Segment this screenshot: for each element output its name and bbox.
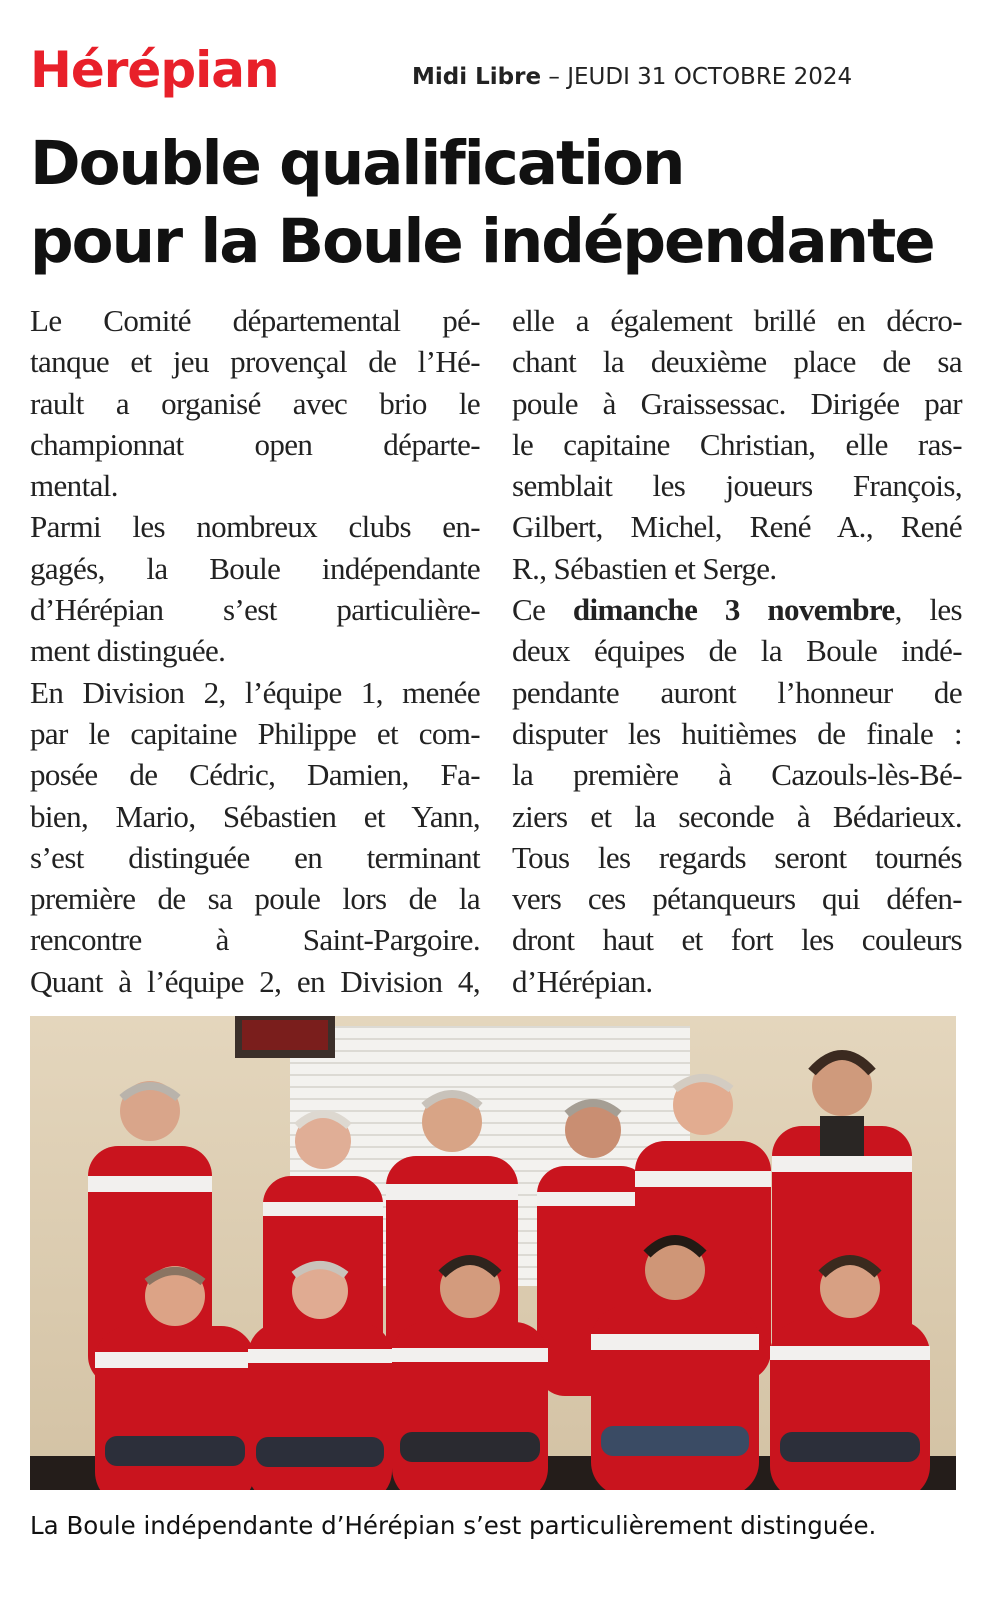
publication-name: Midi Libre — [412, 64, 542, 90]
text-line: poule à Graissessac. Dirigée par — [512, 385, 962, 421]
article-column-2 — [512, 300, 962, 1002]
team-photo — [30, 1016, 956, 1490]
text-line: mental. — [30, 468, 118, 504]
text-line: R., Sébastien et Serge. — [512, 550, 777, 586]
text-line: dront haut et fort les couleurs — [512, 922, 962, 958]
publication-date: JEUDI 31 OCTOBRE 2024 — [567, 64, 853, 90]
text-line-with-emphasis — [512, 589, 962, 630]
text-line: première de sa poule lors de la — [30, 881, 480, 917]
text-line: ment distinguée. — [30, 633, 226, 669]
date-intro: Ce — [512, 592, 573, 628]
headline-line: Double qualification — [30, 128, 684, 199]
photo-caption: La Boule indépendante d’Hérépian s’est particulièrement distinguée. — [30, 1511, 877, 1540]
team-photo-illustration — [30, 1016, 956, 1490]
text-line: rencontre à Saint-Pargoire. — [30, 922, 480, 958]
text-line: le capitaine Christian, elle ras- — [512, 426, 962, 462]
text-line: ziers et la seconde à Bédarieux. — [512, 798, 962, 834]
article-header — [30, 40, 980, 110]
source-separator: – — [541, 64, 568, 90]
text-line: disputer les huitièmes de finale : — [512, 715, 962, 751]
source-line — [412, 62, 852, 92]
date-outro: , les — [894, 592, 962, 628]
text-line: championnat open départe- — [30, 426, 480, 462]
locality-title: Hérépian — [30, 41, 279, 99]
text-line: Tous les regards seront tournés — [512, 839, 962, 875]
event-date-emphasis: dimanche 3 novembre — [572, 592, 895, 628]
text-line: Quant à l’équipe 2, en Division 4, — [30, 963, 480, 999]
text-line: d’Hérépian s’est particulière- — [30, 592, 480, 628]
text-line: Gilbert, Michel, René A., René — [512, 509, 962, 545]
article-column-1 — [30, 300, 480, 1002]
text-line: Parmi les nombreux clubs en- — [30, 509, 480, 545]
text-line: chant la deuxième place de sa — [512, 344, 962, 380]
text-line: la première à Cazouls-lès-Bé- — [512, 757, 962, 793]
text-line: elle a également brillé en décro- — [512, 303, 962, 338]
text-line: deux équipes de la Boule indé- — [512, 633, 962, 669]
text-line: pendante auront l’honneur de — [512, 674, 962, 710]
text-line: semblait les joueurs François, — [512, 468, 962, 504]
text-line: par le capitaine Philippe et com- — [30, 715, 480, 751]
headline-line: pour la Boule indépendante — [30, 206, 934, 277]
text-line: vers ces pétanqueurs qui défen- — [512, 881, 962, 917]
article-headline — [30, 125, 980, 281]
text-line: En Division 2, l’équipe 1, menée — [30, 674, 480, 710]
text-line: bien, Mario, Sébastien et Yann, — [30, 798, 480, 834]
text-line: rault a organisé avec brio le — [30, 385, 480, 421]
text-line: d’Hérépian. — [512, 963, 653, 999]
text-line: tanque et jeu provençal de l’Hé- — [30, 344, 480, 380]
text-line: s’est distinguée en terminant — [30, 839, 480, 875]
text-line: gagés, la Boule indépendante — [30, 550, 480, 586]
text-line: Le Comité départemental pé- — [30, 303, 480, 338]
text-line: posée de Cédric, Damien, Fa- — [30, 757, 480, 793]
